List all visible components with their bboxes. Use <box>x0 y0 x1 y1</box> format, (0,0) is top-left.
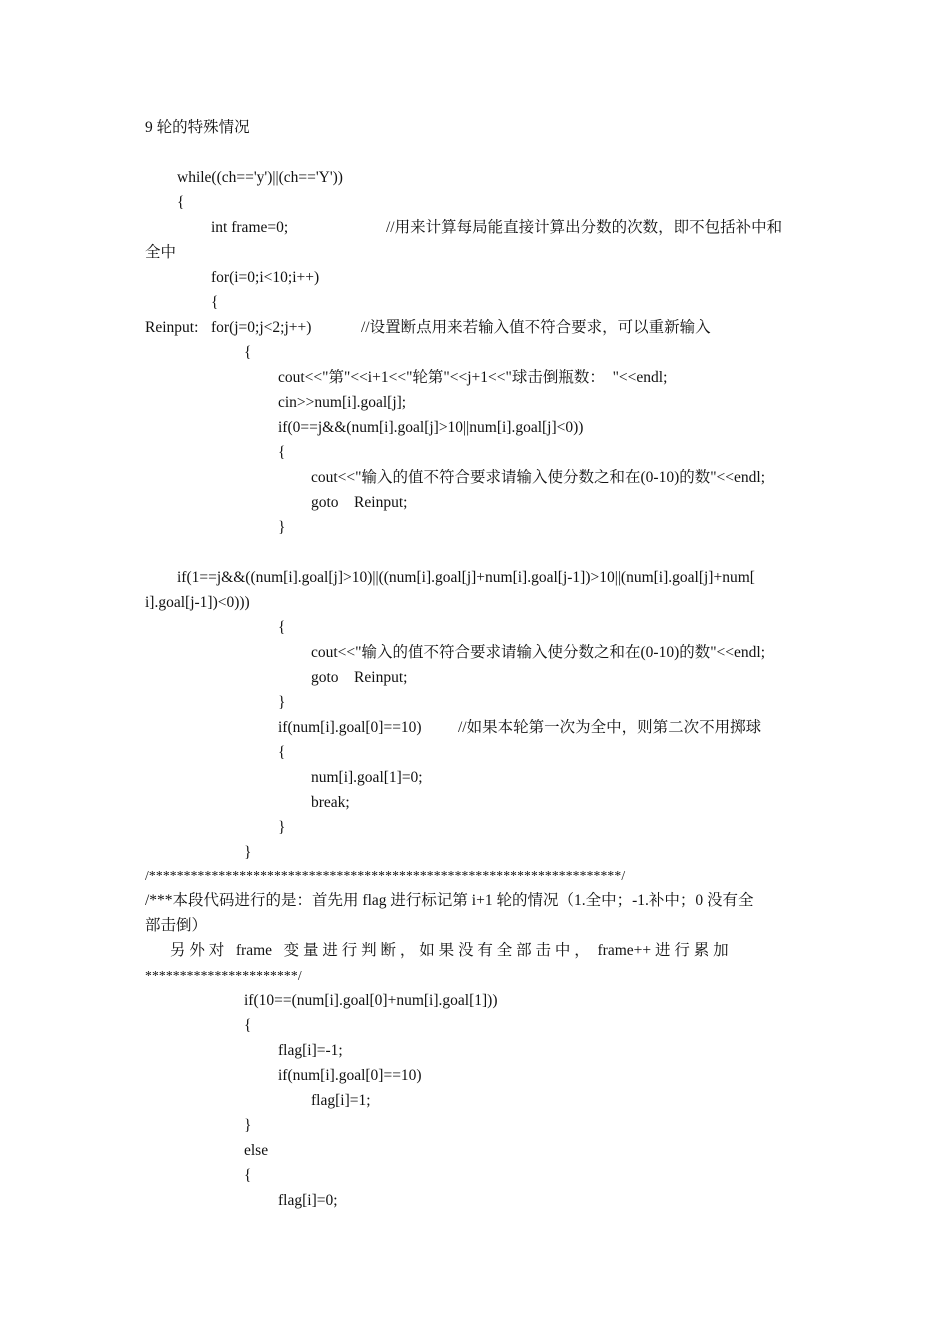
code-line: flag[i]=0; <box>278 1192 338 1209</box>
code-line: cout<<"第"<<i+1<<"轮第"<<j+1<<"球击倒瓶数： "<<endl; <box>278 369 668 386</box>
code-line: if(num[i].goal[0]==10) <box>278 719 422 736</box>
block-comment: **********************/ <box>145 968 302 983</box>
code-line: } <box>278 694 286 711</box>
code-line: { <box>244 1167 252 1184</box>
code-line: cin>>num[i].goal[j]; <box>278 394 407 411</box>
code-line: { <box>211 294 219 311</box>
block-comment: /***本段代码进行的是：首先用 flag 进行标记第 i+1 轮的情况（1.全中；-1.补中；0 没有全 <box>145 892 754 909</box>
code-line: flag[i]=1; <box>311 1092 371 1109</box>
code-line: num[i].goal[1]=0; <box>311 769 423 786</box>
code-line: { <box>244 1017 252 1034</box>
code-line: } <box>278 819 286 836</box>
code-line: if(10==(num[i].goal[0]+num[i].goal[1])) <box>244 992 498 1009</box>
code-line: } <box>244 1117 252 1134</box>
code-line: flag[i]=-1; <box>278 1042 343 1059</box>
code-line: for(i=0;i<10;i++) <box>211 269 320 286</box>
code-line: goto Reinput; <box>311 494 408 511</box>
block-comment: 部击倒） <box>145 917 208 934</box>
code-comment: //如果本轮第一次为全中，则第二次不用掷球 <box>458 719 762 736</box>
code-line: int frame=0; <box>211 219 289 236</box>
code-line: while((ch=='y')||(ch=='Y')) <box>177 169 343 186</box>
code-line: cout<<"输入的值不符合要求请输入使分数之和在(0-10)的数"<<endl; <box>311 644 766 661</box>
code-line: cout<<"输入的值不符合要求请输入使分数之和在(0-10)的数"<<endl; <box>311 469 766 486</box>
code-line: else <box>244 1142 269 1159</box>
code-line: if(1==j&&((num[i].goal[j]>10)||((num[i].goal[j]+num[i].goal[j-1])>10||(num[i].goal[j]+num[ <box>177 569 755 586</box>
code-line: { <box>177 194 185 211</box>
code-line: if(num[i].goal[0]==10) <box>278 1067 422 1084</box>
code-label: Reinput: <box>145 319 199 336</box>
code-line: } <box>278 519 286 536</box>
section-heading: 9 轮的特殊情况 <box>145 119 250 136</box>
code-line: goto Reinput; <box>311 669 408 686</box>
code-line: } <box>244 844 252 861</box>
code-line: for(j=0;j<2;j++) <box>211 319 312 336</box>
code-line: i].goal[j-1])<0))) <box>145 594 250 611</box>
code-comment: //用来计算每局能直接计算出分数的次数，即不包括补中和 <box>386 219 783 236</box>
code-comment: 全中 <box>145 244 177 261</box>
comment-divider: /********************************************************************/ <box>145 868 626 883</box>
block-comment: 另 外 对 frame 变 量 进 行 判 断 ， 如 果 没 有 全 部 击 中 ， frame++ 进 行 累 加 <box>170 942 729 959</box>
code-line: { <box>278 619 286 636</box>
code-line: { <box>278 444 286 461</box>
code-line: { <box>278 744 286 761</box>
code-line: if(0==j&&(num[i].goal[j]>10||num[i].goal[j]<0)) <box>278 419 584 436</box>
code-line: break; <box>311 794 350 811</box>
code-comment: //设置断点用来若输入值不符合要求，可以重新输入 <box>361 319 711 336</box>
code-line: { <box>244 344 252 361</box>
